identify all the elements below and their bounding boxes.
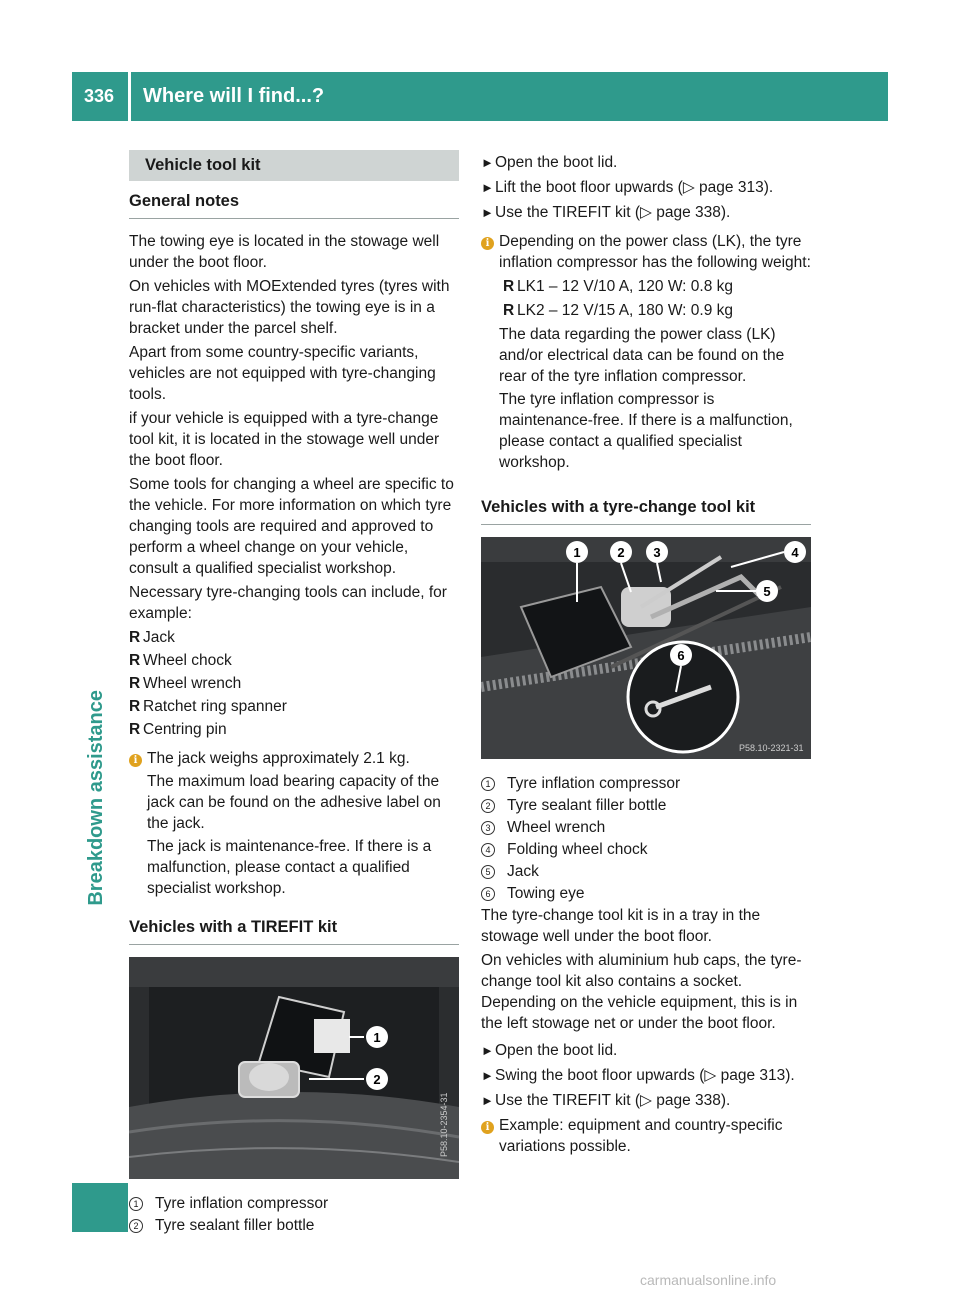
legend-item: 6 Towing eye: [481, 883, 811, 904]
tirefit-heading: Vehicles with a TIREFIT kit: [129, 917, 459, 945]
svg-text:6: 6: [677, 648, 685, 663]
page-header: [72, 72, 888, 121]
bullet-icon: R: [503, 302, 515, 319]
image-code: P58.10-2321-31: [739, 743, 804, 753]
info-icon: i: [481, 237, 494, 250]
legend-item: 1 Tyre inflation compressor: [129, 1193, 459, 1214]
note-text: Example: equipment and country-specific variations possible.: [499, 1117, 783, 1155]
legend-item: 3 Wheel wrench: [481, 817, 811, 838]
action-step: ► Use the TIREFIT kit (▷ page 338).: [481, 1092, 731, 1109]
action-step: ► Use the TIREFIT kit (▷ page 338).: [481, 204, 731, 221]
info-note: [129, 748, 459, 901]
info-note: [481, 231, 811, 475]
side-tab-label: Breakdown assistance: [85, 690, 107, 906]
bullet-icon: R: [129, 652, 141, 669]
paragraph: Apart from some country-specific variants, vehicles are not equipped with tyre-changing tools.: [129, 344, 436, 403]
list-item: R Ratchet ring spanner: [129, 698, 287, 715]
left-column: [129, 150, 459, 1237]
paragraph: Some tools for changing a wheel are specific to the vehicle. For more information on which tyre changing tools are required and approved to perform a wheel change on your vehicle, consult a qualified specialist workshop.: [129, 476, 454, 577]
paragraph: if your vehicle is equipped with a tyre-change tool kit, it is located in the stowage well under the boot floor.: [129, 410, 440, 469]
list-item: R Jack: [129, 629, 175, 646]
side-tab: [85, 690, 114, 906]
list-item: R Wheel chock: [129, 652, 232, 669]
tirefit-kit-photo: [129, 957, 459, 1179]
svg-text:2: 2: [373, 1072, 381, 1087]
note-text: The tyre inflation compressor is maintenance-free. If there is a malfunction, please contact a qualified specialist workshop.: [499, 391, 793, 471]
general-notes-heading: General notes: [129, 191, 459, 219]
arrow-icon: ►: [481, 1043, 494, 1058]
note-text: The maximum load bearing capacity of the jack can be found on the adhesive label on the jack.: [147, 773, 441, 832]
svg-text:5: 5: [763, 584, 771, 599]
list-item: R Centring pin: [129, 721, 227, 738]
paragraph: On vehicles with MOExtended tyres (tyres with run-flat characteristics) the towing eye is in a bracket under the parcel shelf.: [129, 278, 450, 337]
image-code: P58.10-2354-31: [439, 1092, 449, 1157]
arrow-icon: ►: [481, 155, 494, 170]
tyre-change-kit-photo: [481, 537, 811, 759]
svg-text:2: 2: [617, 545, 625, 560]
bullet-icon: R: [129, 698, 141, 715]
bullet-icon: R: [503, 278, 515, 295]
arrow-icon: ►: [481, 205, 494, 220]
note-text: The jack weighs approximately 2.1 kg.: [147, 750, 410, 767]
paragraph: On vehicles with aluminium hub caps, the tyre-change tool kit also contains a socket. Depending on the vehicle equipment, this is in the left stowage net or under the boot floor.: [481, 952, 802, 1032]
note-text: The jack is maintenance-free. If there is a malfunction, please contact a qualified specialist workshop.: [147, 838, 432, 897]
arrow-icon: ►: [481, 1068, 494, 1083]
bullet-icon: R: [129, 629, 141, 646]
svg-text:1: 1: [573, 545, 581, 560]
list-item: R LK1 – 12 V/10 A, 120 W: 0.8 kg: [503, 278, 734, 295]
chapter-title: Where will I find...?: [143, 85, 325, 107]
info-icon: i: [129, 754, 142, 767]
note-text: Depending on the power class (LK), the tyre inflation compressor has the following weight:: [499, 233, 811, 271]
bullet-icon: R: [129, 721, 141, 738]
legend-item: 2 Tyre sealant filler bottle: [481, 795, 811, 816]
action-step: ► Open the boot lid.: [481, 154, 618, 171]
bullet-icon: R: [129, 675, 141, 692]
paragraph: The towing eye is located in the stowage well under the boot floor.: [129, 233, 440, 271]
list-item: R Wheel wrench: [129, 675, 242, 692]
right-column: [481, 152, 811, 1159]
list-item: R LK2 – 12 V/15 A, 180 W: 0.9 kg: [503, 302, 734, 319]
side-tab-marker: [72, 1183, 128, 1232]
page-number: 336: [84, 86, 115, 106]
arrow-icon: ►: [481, 180, 494, 195]
note-text: The data regarding the power class (LK) and/or electrical data can be found on the rear of the tyre inflation compressor.: [499, 326, 785, 385]
tyre-change-heading: Vehicles with a tyre-change tool kit: [481, 497, 811, 525]
paragraph: The tyre-change tool kit is in a tray in the stowage well under the boot floor.: [481, 907, 761, 945]
legend-item: 1 Tyre inflation compressor: [481, 773, 811, 794]
info-note: [481, 1115, 811, 1159]
watermark: carmanualsonline.info: [640, 1272, 777, 1288]
svg-text:1: 1: [373, 1030, 381, 1045]
action-step: ► Open the boot lid.: [481, 1042, 618, 1059]
legend-item: 5 Jack: [481, 861, 811, 882]
arrow-icon: ►: [481, 1093, 494, 1108]
action-step: ► Swing the boot floor upwards (▷ page 313).: [481, 1067, 795, 1084]
svg-text:4: 4: [791, 545, 799, 560]
section-title: Vehicle tool kit: [129, 150, 459, 181]
svg-text:3: 3: [653, 545, 661, 560]
legend-item: 2 Tyre sealant filler bottle: [129, 1215, 459, 1236]
info-icon: i: [481, 1121, 494, 1134]
legend-item: 4 Folding wheel chock: [481, 839, 811, 860]
action-step: ► Lift the boot floor upwards (▷ page 313).: [481, 179, 774, 196]
paragraph: Necessary tyre-changing tools can include, for example:: [129, 584, 447, 622]
tools-list: [129, 627, 459, 740]
